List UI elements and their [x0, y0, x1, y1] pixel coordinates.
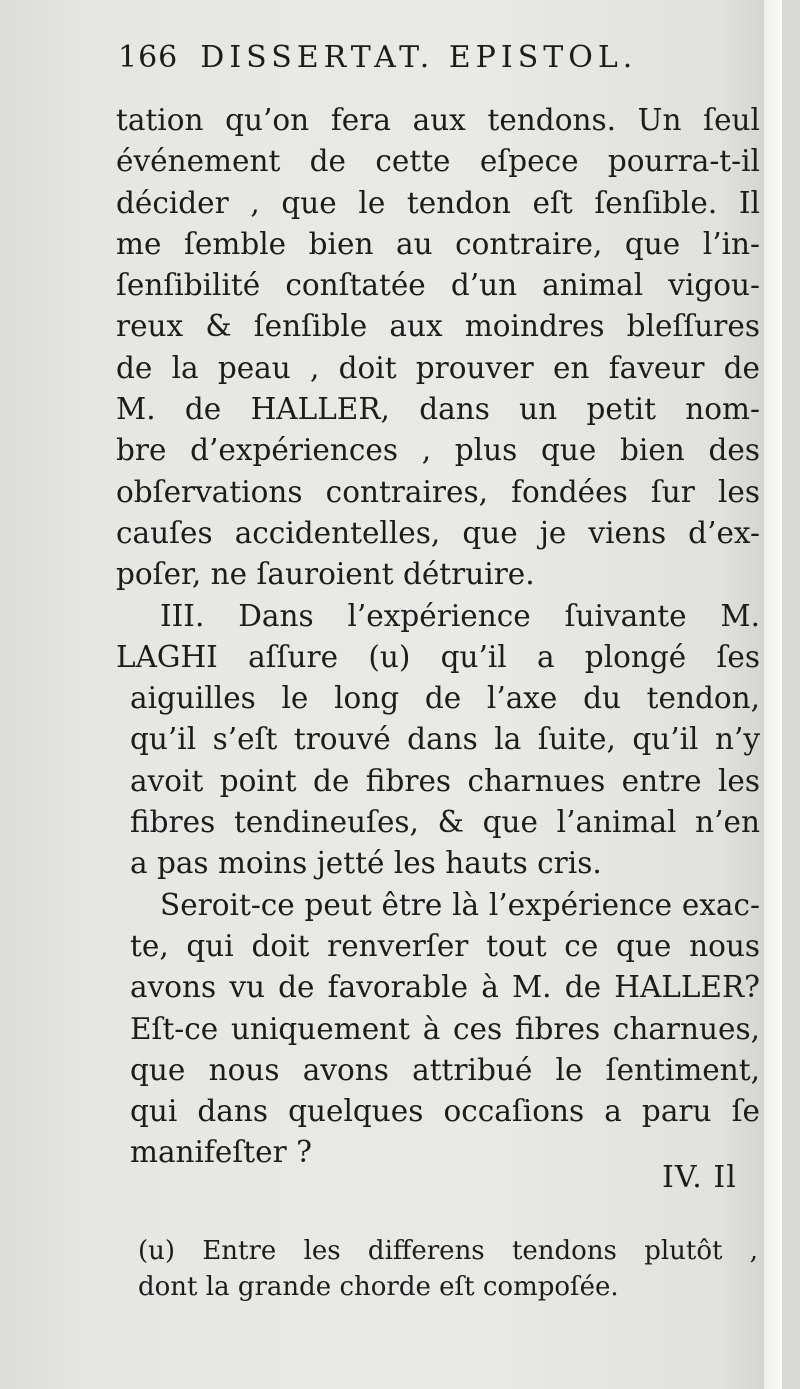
text-line: obſervations contraires, fondées ſur les	[116, 474, 760, 509]
text-line: fibres tendineuſes, & que l’animal n’en	[130, 805, 760, 840]
text-line: avons vu de favorable à M. de HALLER?	[130, 970, 760, 1005]
text-line: reux & ſenſible aux moindres bleſſures	[116, 309, 760, 344]
page-number: 166	[118, 40, 179, 75]
text-line: de la peau , doit prouver en faveur de	[116, 350, 760, 385]
text-line: Eſt-ce uniquement à ces fibres charnues,	[130, 1011, 760, 1046]
footnote-line: (u) Entre les differens tendons plutôt ,	[138, 1236, 758, 1266]
footnote-line: dont la grande chorde eſt compoſée.	[138, 1272, 619, 1302]
text-line: qu’il s’eſt trouvé dans la ſuite, qu’il n’y	[130, 722, 760, 757]
body-text	[116, 100, 760, 1174]
text-line: M. de HALLER, dans un petit nom-	[116, 392, 760, 427]
text-line: a pas moins jetté les hauts cris.	[130, 846, 602, 881]
text-line: décider , que le tendon eſt ſenſible. Il	[116, 185, 760, 220]
page-edge	[764, 0, 782, 1389]
footnote	[138, 1233, 758, 1305]
section-start-line: III. Dans l’expérience ſuivante M.	[160, 598, 760, 633]
text-line: cauſes accidentelles, que je viens d’ex-	[116, 515, 760, 550]
running-title: DISSERTAT. EPISTOL.	[200, 40, 638, 75]
text-line: avoit point de fibres charnues entre les	[130, 763, 760, 798]
text-line: poſer, ne ſauroient détruire.	[116, 557, 535, 592]
paragraph-start-line: Seroit-ce peut être là l’expérience exac-	[160, 887, 760, 922]
text-line: aiguilles le long de l’axe du tendon,	[130, 681, 760, 716]
text-line: événement de cette eſpece pourra-t-il	[116, 144, 760, 179]
catchword: IV. Il	[662, 1160, 737, 1195]
text-line: me ſemble bien au contraire, que l’in-	[116, 226, 760, 261]
text-line: te, qui doit renverſer tout ce que nous	[130, 928, 760, 963]
text-line: LAGHI aſſure (u) qu’il a plongé ſes	[116, 639, 760, 674]
text-line: que nous avons attribué le ſentiment,	[130, 1052, 760, 1087]
page-header	[118, 40, 718, 75]
text-line: ſenſibilité conſtatée d’un animal vigou-	[116, 268, 760, 303]
text-line: bre d’expériences , plus que bien des	[116, 433, 760, 468]
text-line: qui dans quelques occaſions a paru ſe	[130, 1094, 760, 1129]
text-line: tation qu’on fera aux tendons. Un ſeul	[116, 103, 760, 137]
text-line: manifeſter ?	[130, 1135, 312, 1170]
